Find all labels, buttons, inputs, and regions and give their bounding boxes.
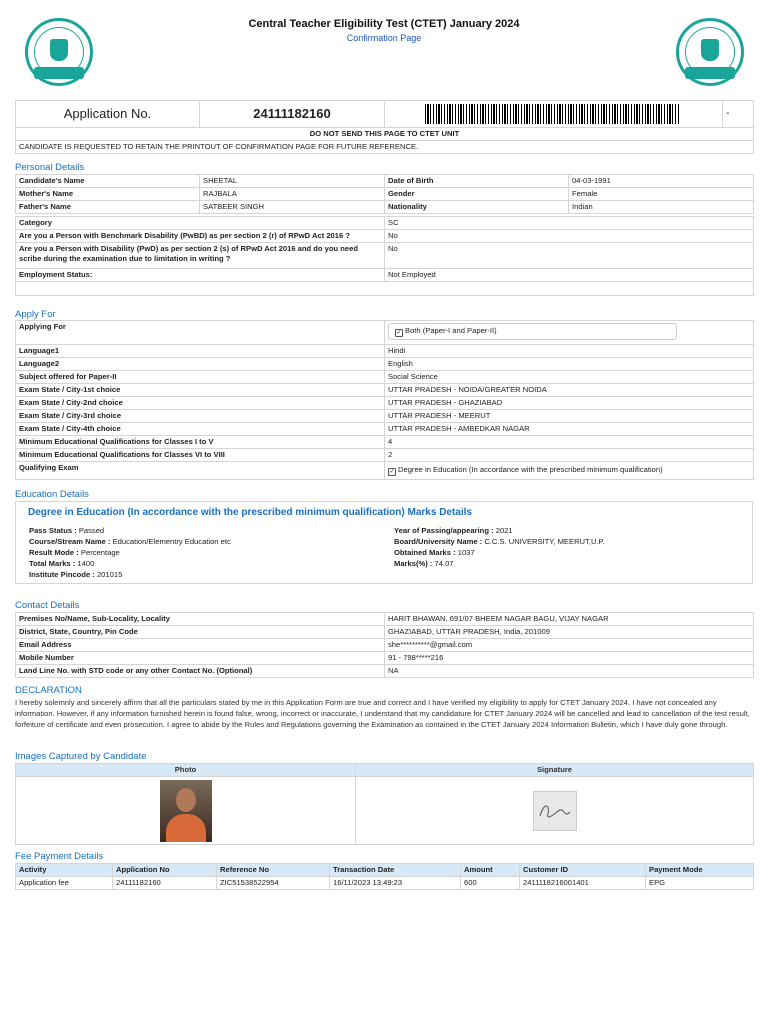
fee-activity: Application fee — [16, 877, 113, 890]
value-min-qual-1-5: 4 — [385, 436, 754, 449]
label-total-marks: Total Marks : — [29, 559, 76, 568]
fee-header-activity: Activity — [16, 864, 113, 877]
page-subtitle: Confirmation Page — [346, 33, 422, 43]
checkbox-checked-icon: ✓ — [389, 469, 395, 475]
value-mother-name: RAJBALA — [200, 188, 385, 201]
value-email: she**********@gmail.com — [385, 639, 754, 652]
value-institute-pincode: 201015 — [96, 570, 123, 579]
value-applying-for — [385, 321, 754, 345]
section-declaration: DECLARATION — [15, 685, 82, 696]
label-premises: Premises No/Name, Sub-Locality, Locality — [16, 613, 385, 626]
value-qualifying-exam — [385, 462, 754, 480]
value-city-4: UTTAR PRADESH - AMBEDKAR NAGAR — [385, 423, 754, 436]
value-mobile: 91 - 798*****216 — [385, 652, 754, 665]
fee-header-amount: Amount — [461, 864, 520, 877]
fee-payment-mode: EPG — [646, 877, 754, 890]
value-gender: Female — [569, 188, 754, 201]
candidate-signature — [533, 791, 577, 831]
education-left-col — [29, 525, 231, 580]
label-scribe: Are you a Person with Disability (PwD) as per section 2 (s) of RPwD Act 2016 and do you need scribe during the examination due to limitation in writing ? — [16, 243, 385, 269]
fee-amount: 600 — [461, 877, 520, 890]
photo-cell — [16, 777, 356, 845]
value-pass-status: Passed — [78, 526, 105, 535]
value-total-marks: 1400 — [77, 559, 95, 568]
label-applying-for: Applying For — [16, 321, 385, 345]
section-education-details: Education Details — [15, 489, 89, 500]
label-language1: Language1 — [16, 345, 385, 358]
label-year-passing: Year of Passing/appearing : — [394, 526, 494, 535]
value-dob: 04-03-1991 — [569, 175, 754, 188]
fee-header-application-no: Application No — [113, 864, 217, 877]
section-personal-details: Personal Details — [15, 162, 85, 173]
label-result-mode: Result Mode : — [29, 548, 79, 557]
label-father-name: Father's Name — [16, 201, 200, 214]
checkbox-checked-icon: ✓ — [396, 330, 402, 336]
label-city-1: Exam State / City-1st choice — [16, 384, 385, 397]
personal-table — [15, 174, 754, 214]
value-course: Education/Elementry Education etc — [112, 537, 231, 546]
value-father-name: SATBEER SINGH — [200, 201, 385, 214]
application-label: Application No. — [16, 101, 200, 128]
value-candidate-name: SHEETAL — [200, 175, 385, 188]
fee-application-no: 24111182160 — [113, 877, 217, 890]
value-pwbd: No — [385, 230, 754, 243]
value-category: SC — [385, 217, 754, 230]
fee-reference-no: ZIC51538522954 — [217, 877, 330, 890]
label-district: District, State, Country, Pin Code — [16, 626, 385, 639]
value-min-qual-6-8: 2 — [385, 449, 754, 462]
label-mother-name: Mother's Name — [16, 188, 200, 201]
section-apply-for: Apply For — [15, 309, 56, 320]
value-scribe: No — [385, 243, 754, 269]
personal-spacer — [16, 282, 754, 296]
label-min-qual-6-8: Minimum Educational Qualifications for Classes VI to VIII — [16, 449, 385, 462]
label-qualifying-exam: Qualifying Exam — [16, 462, 385, 480]
label-min-qual-1-5: Minimum Educational Qualifications for Classes I to V — [16, 436, 385, 449]
value-board: C.C.S. UNIVERSITY, MEERUT,U.P. — [484, 537, 605, 546]
notice-do-not-send: DO NOT SEND THIS PAGE TO CTET UNIT — [16, 128, 754, 141]
fee-header-customer-id: Customer ID — [520, 864, 646, 877]
value-language1: Hindi — [385, 345, 754, 358]
label-city-2: Exam State / City-2nd choice — [16, 397, 385, 410]
value-subject-paper2: Social Science — [385, 371, 754, 384]
notice-retain: CANDIDATE IS REQUESTED TO RETAIN THE PRINTOUT OF CONFIRMATION PAGE FOR FUTURE REFERENCE. — [16, 141, 754, 154]
declaration-text: I hereby solemnly and sincerely affirm that all the particulars stated by me in this Application Form are true and correct and I have verified my eligibility to apply for CTET January 2024. I have not concealed any information. However, if any information furnished herein is found false, wrong, incorrect or inaccurate, I understand that my candidature for CTET January 2024 will be cancelled and lead to cancellation of the test result, forfeiture of certificate and even prosecution. I agree to abide by the Rules and Regulations governing the Examination as contained in the CTET January 2024 Information Bulletin, which I have duly gone through. — [15, 698, 750, 729]
personal-extra-table — [15, 216, 754, 296]
fee-header-reference-no: Reference No — [217, 864, 330, 877]
label-email: Email Address — [16, 639, 385, 652]
label-category: Category — [16, 217, 385, 230]
value-district: GHAZIABAD, UTTAR PRADESH, India, 201009 — [385, 626, 754, 639]
contact-table — [15, 612, 754, 678]
label-gender: Gender — [385, 188, 569, 201]
label-city-3: Exam State / City-3rd choice — [16, 410, 385, 423]
label-institute-pincode: Institute Pincode : — [29, 570, 95, 579]
images-table — [15, 763, 754, 845]
value-premises: HARIT BHAWAN, 691/07 BHEEM NAGAR BAGU, VIJAY NAGAR — [385, 613, 754, 626]
value-city-1: UTTAR PRADESH - NOIDA/GREATER NOIDA — [385, 384, 754, 397]
applying-for-text: Both (Paper-I and Paper-II) — [405, 326, 497, 335]
label-pwbd: Are you a Person with Benchmark Disability (PwBD) as per section 2 (r) of RPwD Act 2016 ? — [16, 230, 385, 243]
education-right-col — [394, 525, 605, 569]
value-obtained-marks: 1037 — [457, 548, 475, 557]
apply-table — [15, 320, 754, 480]
label-board: Board/University Name : — [394, 537, 483, 546]
header-signature: Signature — [356, 764, 754, 777]
label-pass-status: Pass Status : — [29, 526, 77, 535]
value-employment: Not Employed — [385, 269, 754, 282]
application-dash: - — [723, 101, 754, 128]
fee-transaction-date: 16/11/2023 13:49:23 — [330, 877, 461, 890]
section-fee-payment: Fee Payment Details — [15, 851, 104, 862]
label-subject-paper2: Subject offered for Paper-II — [16, 371, 385, 384]
value-nationality: Indian — [569, 201, 754, 214]
candidate-photo — [160, 780, 212, 842]
fee-header-payment-mode: Payment Mode — [646, 864, 754, 877]
education-box — [15, 501, 753, 584]
label-nationality: Nationality — [385, 201, 569, 214]
label-mobile: Mobile Number — [16, 652, 385, 665]
label-city-4: Exam State / City-4th choice — [16, 423, 385, 436]
education-box-title: Degree in Education (In accordance with the prescribed minimum qualification) Marks Details — [28, 507, 472, 518]
application-number: 24111182160 — [200, 101, 385, 128]
label-marks-percent: Marks(%) : — [394, 559, 433, 568]
value-year-passing: 2021 — [495, 526, 513, 535]
section-contact-details: Contact Details — [15, 600, 80, 611]
value-result-mode: Percentage — [80, 548, 120, 557]
fee-customer-id: 2411118216001401 — [520, 877, 646, 890]
value-city-2: UTTAR PRADESH - GHAZIABAD — [385, 397, 754, 410]
fee-table — [15, 863, 754, 890]
label-dob: Date of Birth — [385, 175, 569, 188]
barcode — [385, 101, 723, 128]
value-language2: English — [385, 358, 754, 371]
value-landline: NA — [385, 665, 754, 678]
label-landline: Land Line No. with STD code or any other Contact No. (Optional) — [16, 665, 385, 678]
section-images: Images Captured by Candidate — [15, 751, 147, 762]
label-language2: Language2 — [16, 358, 385, 371]
value-city-3: UTTAR PRADESH - MEERUT — [385, 410, 754, 423]
header-photo: Photo — [16, 764, 356, 777]
label-candidate-name: Candidate's Name — [16, 175, 200, 188]
label-employment: Employment Status: — [16, 269, 385, 282]
value-marks-percent: 74.07 — [434, 559, 454, 568]
label-course: Course/Stream Name : — [29, 537, 111, 546]
page-title: Central Teacher Eligibility Test (CTET) January 2024 — [248, 18, 520, 30]
fee-header-transaction-date: Transaction Date — [330, 864, 461, 877]
signature-cell — [356, 777, 754, 845]
application-table — [15, 100, 754, 154]
label-obtained-marks: Obtained Marks : — [394, 548, 456, 557]
qualifying-exam-text: Degree in Education (In accordance with the prescribed minimum qualification) — [398, 465, 663, 474]
